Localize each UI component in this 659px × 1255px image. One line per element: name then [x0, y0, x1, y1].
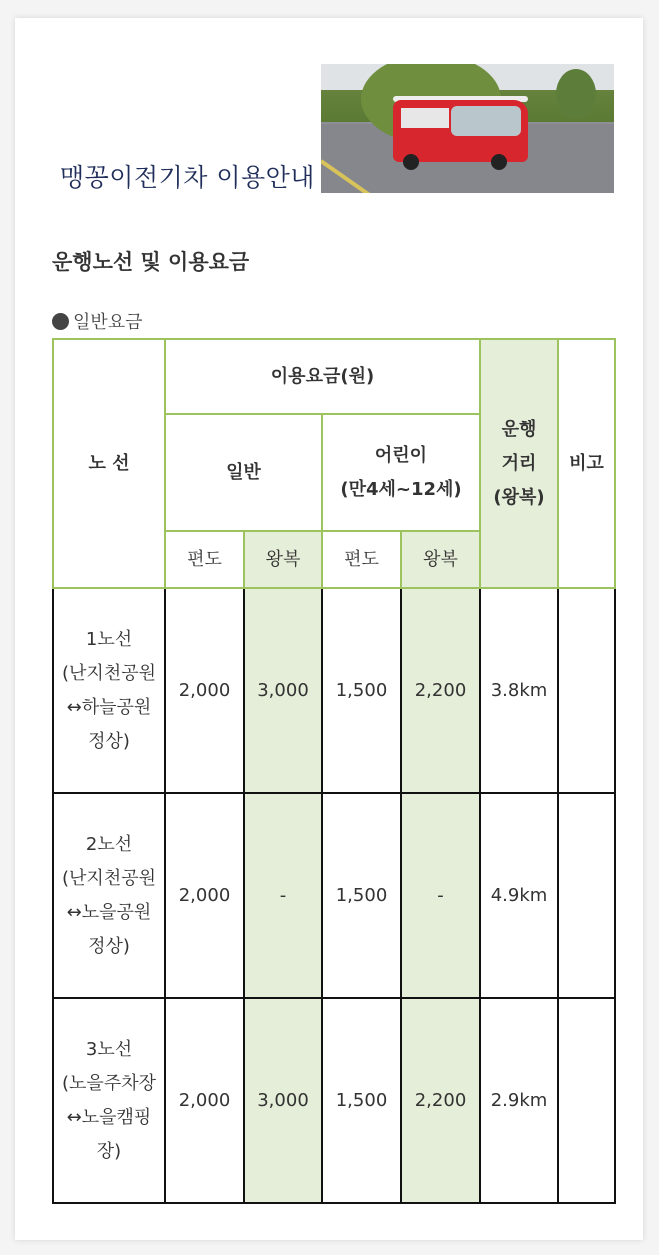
- bullet-icon: [52, 313, 69, 330]
- subheading-label: 일반요금: [73, 312, 143, 333]
- general-one-way: 2,000: [165, 998, 244, 1203]
- table-row: [53, 793, 615, 998]
- page-title: 맹꽁이전기차 이용안내: [60, 163, 315, 192]
- header-general: 일반: [165, 414, 322, 531]
- electric-train-photo: [321, 64, 614, 193]
- child-one-way: 1,500: [322, 793, 401, 998]
- route-cell: 2노선 (난지천공원 ↔노을공원 정상): [53, 793, 165, 998]
- header-one-way: 편도: [165, 531, 244, 588]
- general-round-trip: 3,000: [244, 998, 322, 1203]
- header-one-way: 편도: [322, 531, 401, 588]
- table-row: [53, 588, 615, 793]
- distance: 3.8km: [480, 588, 558, 793]
- fare-table: [52, 338, 616, 1204]
- child-round-trip: -: [401, 793, 480, 998]
- note: [558, 793, 615, 998]
- general-round-trip: 3,000: [244, 588, 322, 793]
- distance: 2.9km: [480, 998, 558, 1203]
- general-one-way: 2,000: [165, 793, 244, 998]
- child-one-way: 1,500: [322, 998, 401, 1203]
- child-round-trip: 2,200: [401, 998, 480, 1203]
- section-heading: 운행노선 및 이용요금: [52, 250, 250, 274]
- child-one-way: 1,500: [322, 588, 401, 793]
- header-fee: 이용요금(원): [165, 339, 480, 414]
- header-distance: 운행 거리 (왕복): [480, 339, 558, 588]
- distance: 4.9km: [480, 793, 558, 998]
- header-note: 비고: [558, 339, 615, 588]
- table-row: [53, 998, 615, 1203]
- child-round-trip: 2,200: [401, 588, 480, 793]
- header-round-trip: 왕복: [401, 531, 480, 588]
- subheading: [52, 308, 143, 334]
- route-cell: 3노선 (노을주차장 ↔노을캠핑 장): [53, 998, 165, 1203]
- general-one-way: 2,000: [165, 588, 244, 793]
- note: [558, 588, 615, 793]
- header-route: 노 선: [53, 339, 165, 588]
- header-round-trip: 왕복: [244, 531, 322, 588]
- note: [558, 998, 615, 1203]
- header-child: 어린이 (만4세~12세): [322, 414, 480, 531]
- route-cell: 1노선 (난지천공원 ↔하늘공원 정상): [53, 588, 165, 793]
- general-round-trip: -: [244, 793, 322, 998]
